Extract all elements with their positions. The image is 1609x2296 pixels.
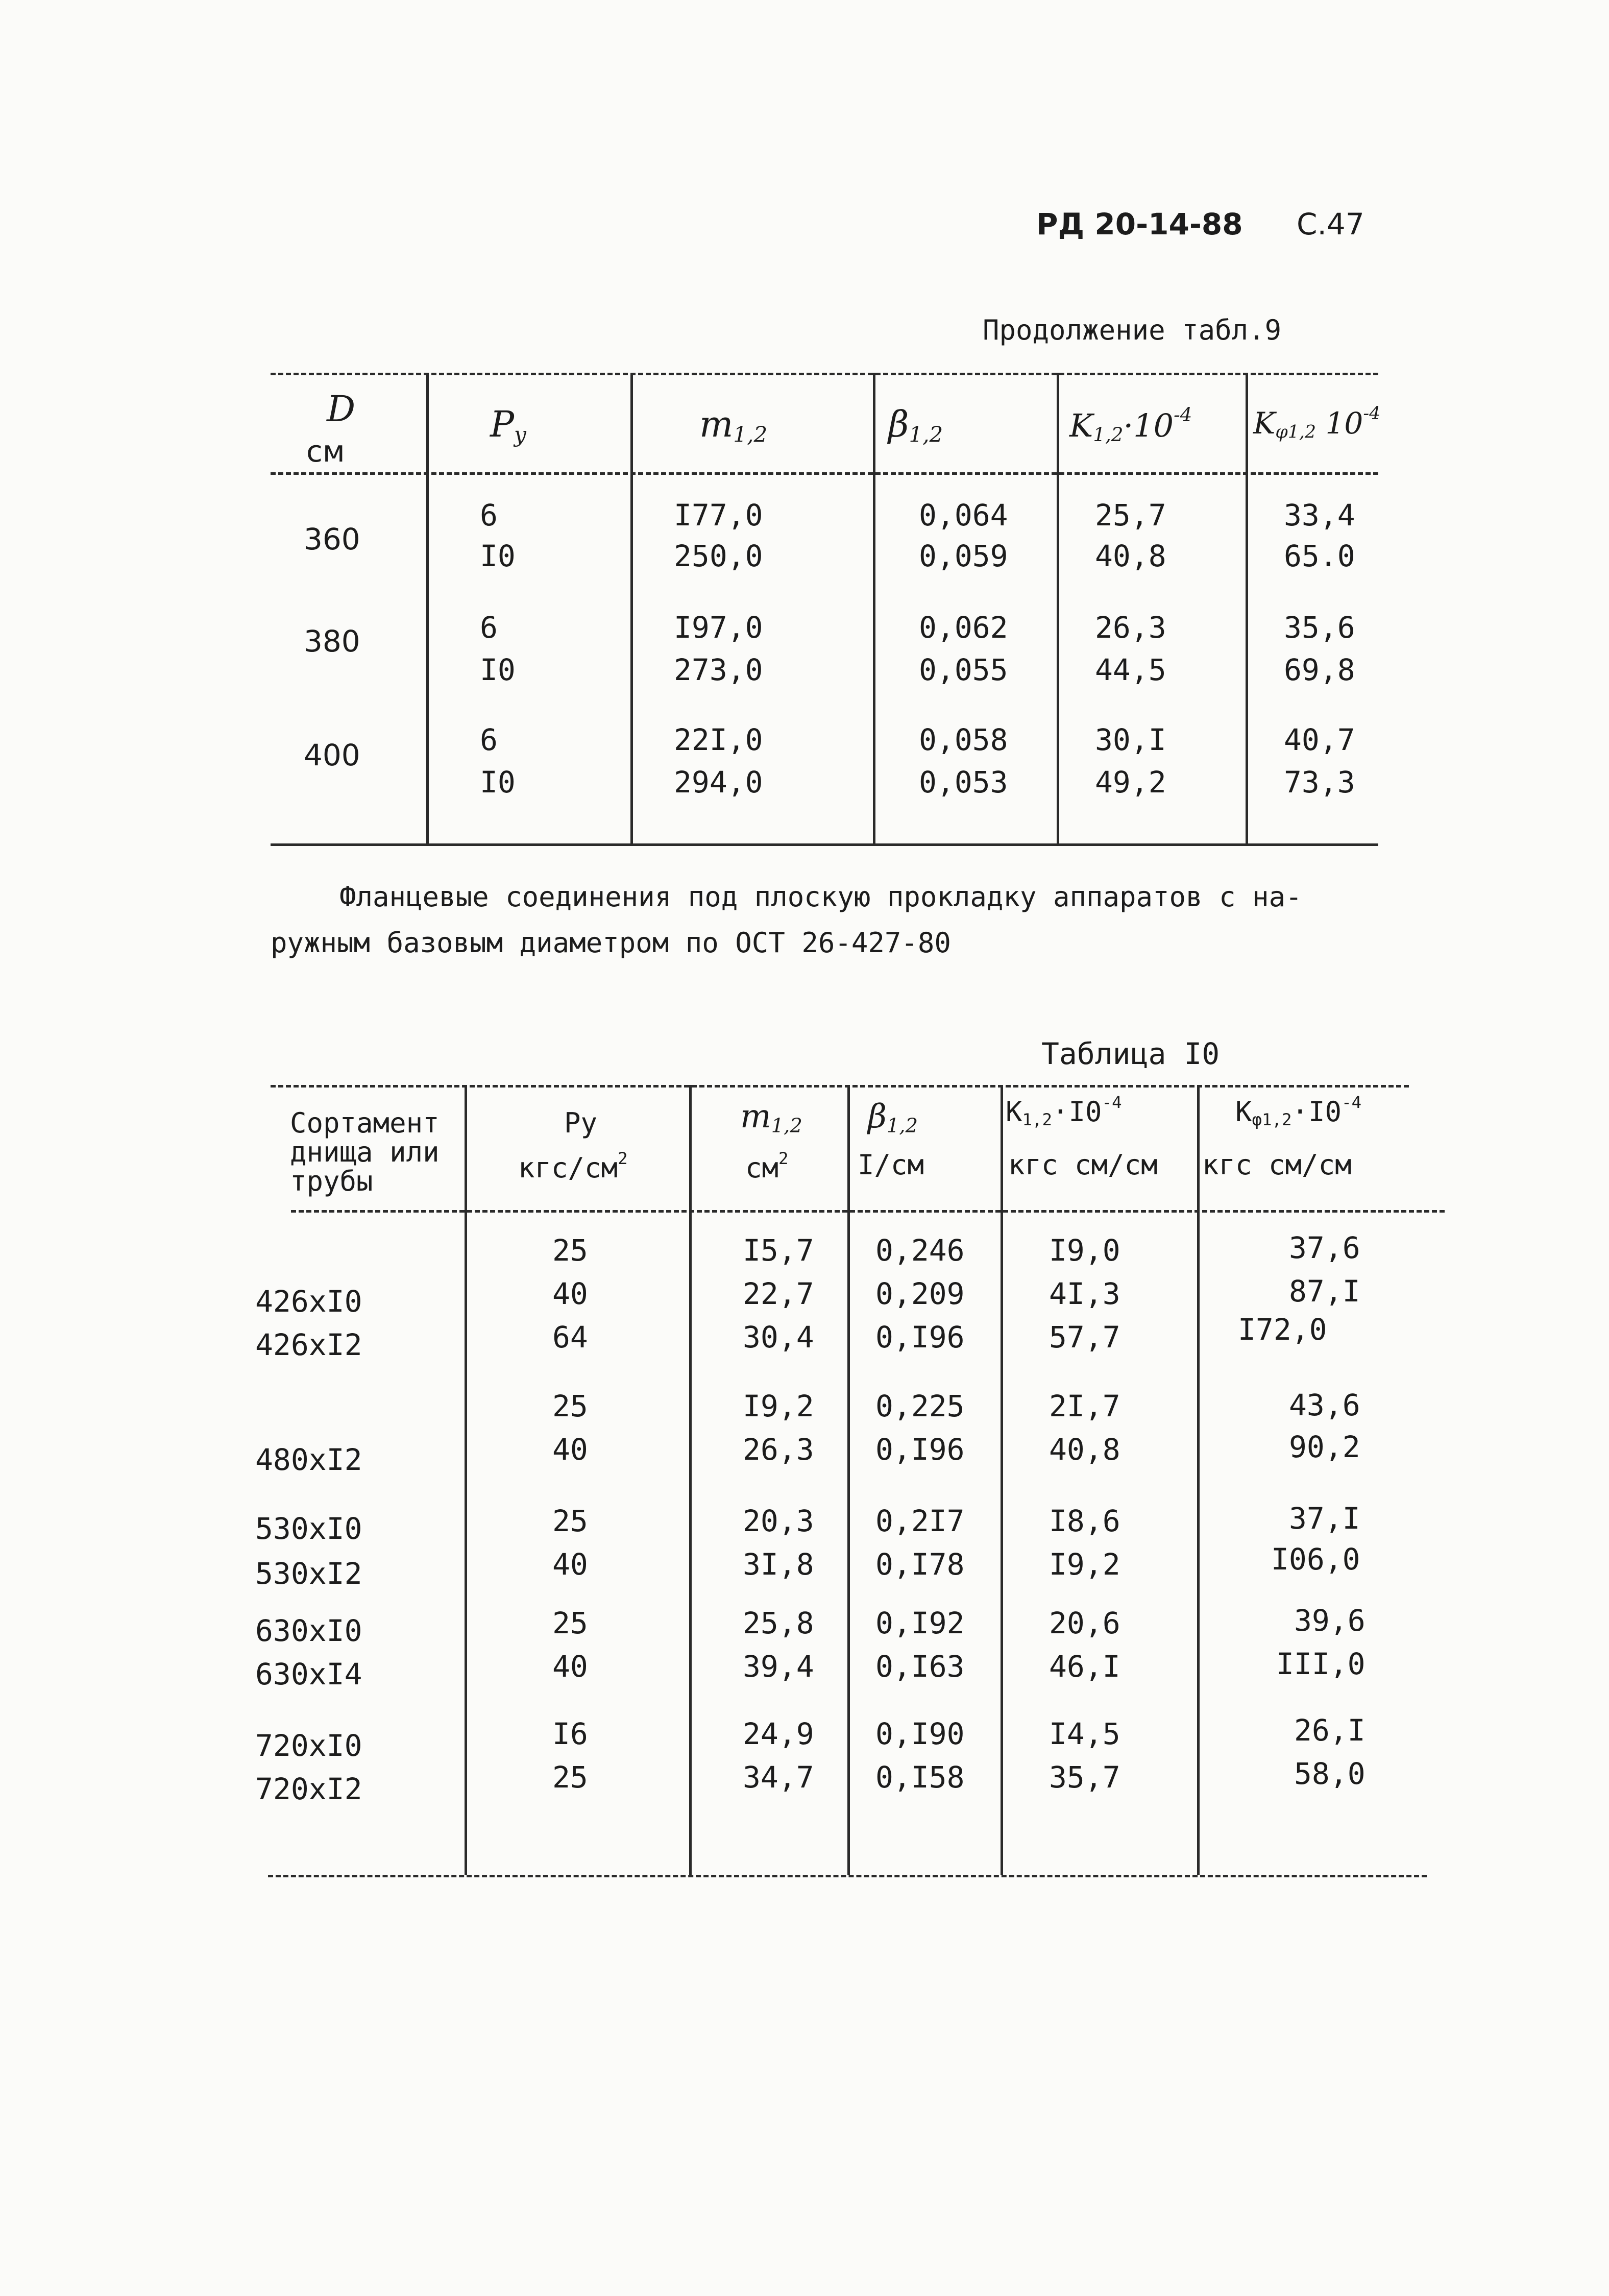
paragraph-line-2: ружным базовым диаметром по ОСТ 26-427-80 bbox=[271, 927, 951, 959]
table9-d-value: 360 bbox=[304, 522, 360, 557]
table10-header-beta: $\beta_{1,2}$ bbox=[868, 1098, 918, 1138]
table10-header-rule bbox=[291, 1210, 1445, 1213]
table10-sortament-label: 426xI0 bbox=[255, 1284, 362, 1319]
table9-py-value: 6 bbox=[480, 498, 498, 533]
table10-k-value: 57,7 bbox=[1049, 1320, 1120, 1355]
table10-py-value: 25 bbox=[552, 1389, 588, 1423]
table9-header-d: D bbox=[327, 388, 356, 430]
table10-k-value: 40,8 bbox=[1049, 1432, 1120, 1467]
table9-m-value: 22I,0 bbox=[674, 722, 763, 757]
table10-py-value: 40 bbox=[552, 1649, 588, 1684]
table10-bottom-rule bbox=[268, 1875, 1427, 1877]
table10-kf-value: 39,6 bbox=[1294, 1603, 1366, 1638]
table10-header-py-unit: кгс/$см^2$ bbox=[518, 1149, 628, 1184]
table10-header-sortament-2: днища или bbox=[290, 1136, 440, 1168]
table10-col-rule bbox=[847, 1085, 850, 1875]
table10-sortament-label: 480xI2 bbox=[255, 1442, 362, 1477]
table9-header-beta: $\beta_{1,2}$ bbox=[888, 403, 943, 447]
table10-sortament-label: 630xI0 bbox=[255, 1613, 362, 1648]
table9-m-value: I77,0 bbox=[674, 498, 763, 533]
table10-k-value: I9,2 bbox=[1049, 1547, 1120, 1582]
table10-m-value: 34,7 bbox=[743, 1760, 814, 1795]
table9-py-value: I0 bbox=[480, 765, 516, 800]
table10-header-sortament-3: трубы bbox=[290, 1165, 373, 1197]
table10-col-rule bbox=[1197, 1085, 1200, 1875]
table9-top-rule bbox=[271, 373, 1378, 375]
table10-k-value: I8,6 bbox=[1049, 1504, 1120, 1538]
table10-py-value: 40 bbox=[552, 1547, 588, 1582]
table10-kf-value: 90,2 bbox=[1289, 1430, 1360, 1464]
table10-top-rule bbox=[271, 1085, 1409, 1087]
table9-d-value: 400 bbox=[304, 738, 360, 772]
table10-col-rule bbox=[465, 1085, 467, 1875]
table10-py-value: 25 bbox=[552, 1606, 588, 1640]
table10-sortament-label: 530xI2 bbox=[255, 1556, 362, 1591]
table10-header-kf: $K_{\varphi 1,2}\cdot I0^{-4}$ bbox=[1235, 1093, 1362, 1129]
table10-m-value: 3I,8 bbox=[743, 1547, 814, 1582]
table9-header-d-unit: см bbox=[306, 434, 345, 469]
table9-col-rule bbox=[426, 373, 429, 843]
table9-beta-value: 0,059 bbox=[919, 539, 1008, 573]
table9-beta-value: 0,064 bbox=[919, 498, 1008, 533]
table10-beta-value: 0,I78 bbox=[875, 1547, 965, 1582]
table10-header-kf-unit: кгс см/см bbox=[1202, 1149, 1352, 1181]
table10-header-m: $m_{1,2}$ bbox=[740, 1098, 802, 1138]
table9-py-value: 6 bbox=[480, 722, 498, 757]
paragraph-line-1: Фланцевые соединения под плоскую прокладку аппаратов с на- bbox=[339, 881, 1302, 913]
table9-beta-value: 0,053 bbox=[919, 765, 1008, 800]
table10-beta-value: 0,I92 bbox=[875, 1606, 965, 1640]
table10-py-value: 40 bbox=[552, 1276, 588, 1311]
table9-py-value: I0 bbox=[480, 539, 516, 573]
table10-beta-value: 0,2I7 bbox=[875, 1504, 965, 1538]
table10-kf-value: 37,6 bbox=[1289, 1230, 1360, 1265]
table9-m-value: 250,0 bbox=[674, 539, 763, 573]
table10-caption: Таблица I0 bbox=[1041, 1036, 1220, 1071]
table10-kf-value: 58,0 bbox=[1294, 1756, 1366, 1791]
table10-kf-value: 87,I bbox=[1289, 1274, 1360, 1309]
table9-kf-value: 40,7 bbox=[1284, 722, 1355, 757]
document-code: РД 20-14-88 bbox=[1036, 207, 1243, 241]
table9-header-k: $K_{1,2}\cdot 10^{-4}$ bbox=[1069, 403, 1192, 446]
table10-kf-value: 26,I bbox=[1294, 1713, 1366, 1748]
table10-m-value: 39,4 bbox=[743, 1649, 814, 1684]
table9-m-value: I97,0 bbox=[674, 610, 763, 645]
table9-col-rule bbox=[630, 373, 633, 843]
table10-col-rule bbox=[689, 1085, 692, 1875]
table9-kf-value: 33,4 bbox=[1284, 498, 1355, 533]
table10-header-sortament-1: Сортамент bbox=[290, 1107, 440, 1139]
table10-header-m-unit: $см^2$ bbox=[745, 1149, 789, 1184]
table9-m-value: 294,0 bbox=[674, 765, 763, 800]
table10-py-value: I6 bbox=[552, 1717, 588, 1751]
table10-k-value: I4,5 bbox=[1049, 1717, 1120, 1751]
table10-header-py: Ру bbox=[564, 1107, 598, 1139]
page-number: С.47 bbox=[1297, 207, 1364, 241]
table10-sortament-label: 630xI4 bbox=[255, 1657, 362, 1691]
table10-k-value: I9,0 bbox=[1049, 1233, 1120, 1268]
table10-kf-value: I06,0 bbox=[1271, 1542, 1360, 1577]
table9-header-m: $m_{1,2}$ bbox=[699, 403, 768, 447]
table9-header-rule bbox=[271, 472, 1378, 475]
table9-caption: Продолжение табл.9 bbox=[983, 314, 1282, 346]
table10-sortament-label: 720xI0 bbox=[255, 1728, 362, 1763]
table10-m-value: 30,4 bbox=[743, 1320, 814, 1355]
table10-header-k-unit: кгс см/см bbox=[1008, 1149, 1158, 1181]
table9-kf-value: 73,3 bbox=[1284, 765, 1355, 800]
table9-kf-value: 65.0 bbox=[1284, 539, 1355, 573]
table10-sortament-label: 426xI2 bbox=[255, 1327, 362, 1362]
table9-bottom-rule bbox=[271, 843, 1378, 846]
table9-py-value: 6 bbox=[480, 610, 498, 645]
table10-header-k: $K_{1,2}\cdot I0^{-4}$ bbox=[1006, 1093, 1122, 1129]
table10-sortament-label: 530xI0 bbox=[255, 1511, 362, 1546]
table10-beta-value: 0,I96 bbox=[875, 1432, 965, 1467]
table10-py-value: 25 bbox=[552, 1760, 588, 1795]
table9-beta-value: 0,058 bbox=[919, 722, 1008, 757]
table10-m-value: 26,3 bbox=[743, 1432, 814, 1467]
table10-m-value: 25,8 bbox=[743, 1606, 814, 1640]
table10-py-value: 25 bbox=[552, 1504, 588, 1538]
table9-k-value: 40,8 bbox=[1095, 539, 1166, 573]
table10-beta-value: 0,I90 bbox=[875, 1717, 965, 1751]
table9-header-py: $P_у$ bbox=[490, 403, 527, 447]
table10-m-value: 24,9 bbox=[743, 1717, 814, 1751]
table10-beta-value: 0,I96 bbox=[875, 1320, 965, 1355]
table9-kf-value: 69,8 bbox=[1284, 652, 1355, 687]
table9-k-value: 26,3 bbox=[1095, 610, 1166, 645]
table9-kf-value: 35,6 bbox=[1284, 610, 1355, 645]
table10-beta-value: 0,209 bbox=[875, 1276, 965, 1311]
table10-kf-value: 43,6 bbox=[1289, 1388, 1360, 1422]
table10-m-value: 22,7 bbox=[743, 1276, 814, 1311]
table9-k-value: 25,7 bbox=[1095, 498, 1166, 533]
table10-py-value: 25 bbox=[552, 1233, 588, 1268]
table10-col-rule bbox=[1001, 1085, 1003, 1875]
table9-beta-value: 0,062 bbox=[919, 610, 1008, 645]
table9-k-value: 49,2 bbox=[1095, 765, 1166, 800]
table9-beta-value: 0,055 bbox=[919, 652, 1008, 687]
table10-beta-value: 0,I58 bbox=[875, 1760, 965, 1795]
table10-m-value: 20,3 bbox=[743, 1504, 814, 1538]
table10-py-value: 64 bbox=[552, 1320, 588, 1355]
table9-col-rule bbox=[873, 373, 875, 843]
table10-k-value: 20,6 bbox=[1049, 1606, 1120, 1640]
table10-beta-value: 0,I63 bbox=[875, 1649, 965, 1684]
table10-k-value: 35,7 bbox=[1049, 1760, 1120, 1795]
table9-col-rule bbox=[1246, 373, 1248, 843]
table10-beta-value: 0,225 bbox=[875, 1389, 965, 1423]
table10-sortament-label: 720xI2 bbox=[255, 1772, 362, 1806]
table9-py-value: I0 bbox=[480, 652, 516, 687]
table9-m-value: 273,0 bbox=[674, 652, 763, 687]
table10-k-value: 4I,3 bbox=[1049, 1276, 1120, 1311]
table10-py-value: 40 bbox=[552, 1432, 588, 1467]
table9-d-value: 380 bbox=[304, 624, 360, 659]
table10-header-beta-unit: I/см bbox=[858, 1149, 924, 1181]
table10-k-value: 2I,7 bbox=[1049, 1389, 1120, 1423]
table10-kf-value: I72,0 bbox=[1238, 1312, 1327, 1347]
table10-k-value: 46,I bbox=[1049, 1649, 1120, 1684]
table10-m-value: I9,2 bbox=[743, 1389, 814, 1423]
table9-col-rule bbox=[1057, 373, 1059, 843]
table9-k-value: 44,5 bbox=[1095, 652, 1166, 687]
table9-header-kf: $K_{\varphi 1,2}$ $10^{-4}$ bbox=[1253, 403, 1381, 443]
table10-kf-value: 37,I bbox=[1289, 1501, 1360, 1536]
table10-kf-value: III,0 bbox=[1276, 1647, 1366, 1681]
table9-k-value: 30,I bbox=[1095, 722, 1166, 757]
table10-beta-value: 0,246 bbox=[875, 1233, 965, 1268]
table10-m-value: I5,7 bbox=[743, 1233, 814, 1268]
